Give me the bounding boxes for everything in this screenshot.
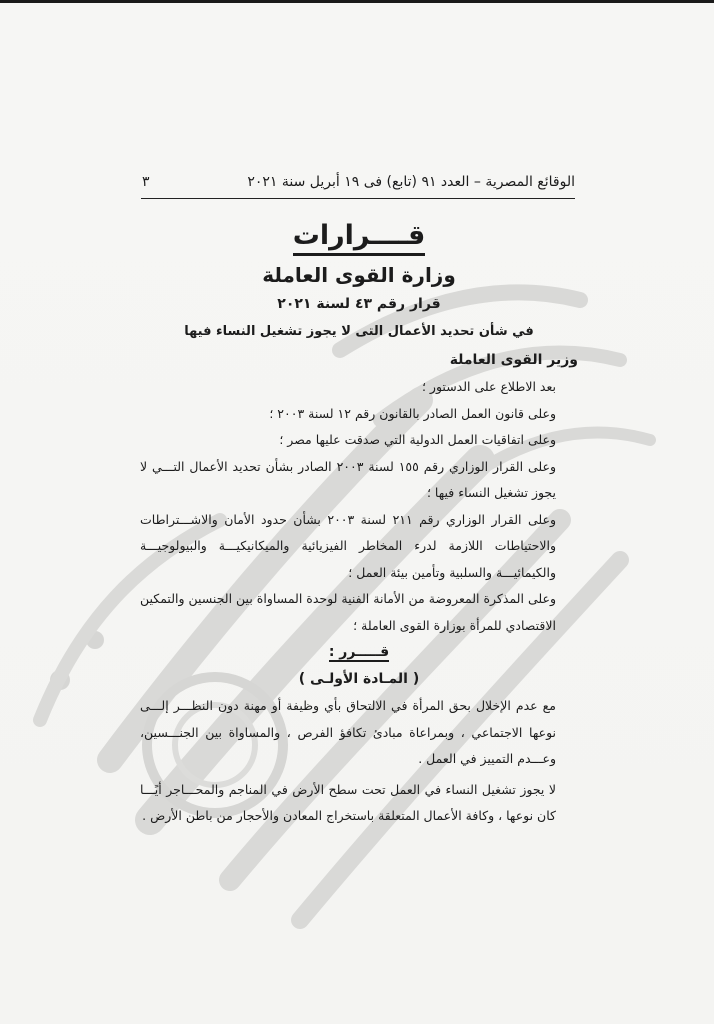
header-divider bbox=[141, 198, 575, 199]
article-paragraph: لا يجوز تشغيل النساء في العمل تحت سطح الأرض في المناجم والمحـــاجر أيًـــا كان نوعها ، وكافة الأعمال المتعلقة باستخراج المعادن والأحجار من باطن الأرض . bbox=[140, 781, 556, 823]
decree-body bbox=[140, 216, 578, 830]
section-title-text: قــــرارات bbox=[293, 220, 426, 256]
article-title: ( المـادة الأولـى ) bbox=[298, 671, 420, 687]
preamble-paragraph: بعد الاطلاع على الدستور ؛ bbox=[421, 379, 556, 394]
preamble-paragraph: وعلى المذكرة المعروضة من الأمانة الفنية لوحدة المساواة بين الجنسين والتمكين الاقتصادي للمرأة بوزارة القوى العاملة ؛ bbox=[140, 591, 556, 633]
minister-title: وزير القوى العاملة bbox=[449, 352, 578, 368]
page-number: ٣ bbox=[142, 174, 150, 190]
section-title bbox=[140, 216, 578, 256]
page-header bbox=[142, 170, 575, 194]
decided-heading bbox=[140, 639, 578, 665]
decree-subject: في شأن تحديد الأعمال التى لا يجوز تشغيل النساء فيها bbox=[184, 324, 534, 339]
article-paragraph: مع عدم الإخلال بحق المرأة في الالتحاق بأي وظيفة أو مهنة دون النظـــر إلـــى نوعها الاجتماعي ، وبمراعاة مبادئ تكافؤ الفرص ، والمساواة بين الجنـــسين، وعـــدم التمييز في العمل . bbox=[140, 698, 556, 766]
gazette-issue-line: الوقائع المصرية – العدد ٩١ (تابع) فى ١٩ أبريل سنة ٢٠٢١ bbox=[247, 174, 575, 190]
preamble-paragraph: وعلى القرار الوزاري رقم ١٥٥ لسنة ٢٠٠٣ الصادر بشأن تحديد الأعمال التـــي لا يجوز تشغيل النساء فيها ؛ bbox=[140, 458, 557, 500]
preamble-paragraph: وعلى قانون العمل الصادر بالقانون رقم ١٢ لسنة ٢٠٠٣ ؛ bbox=[269, 405, 556, 421]
preamble-paragraph: وعلى اتفاقيات العمل الدولية التي صدقت عليها مصر ؛ bbox=[279, 432, 556, 447]
decided-text: قـــــرر : bbox=[328, 644, 390, 660]
preamble-paragraph: وعلى القرار الوزاري رقم ٢١١ لسنة ٢٠٠٣ بشأن حدود الأمان والاشـــتراطات والاحتياطات اللازمة لدرء المخاطر الفيزيائية والميكانيكيـــة والبيولوجيـــة والكيمائيـــة والسلبية وتأمين بيئة العمل ؛ bbox=[140, 511, 556, 580]
ministry-name: وزارة القوى العاملة bbox=[262, 263, 456, 287]
decree-number: قرار رقم ٤٣ لسنة ٢٠٢١ bbox=[277, 296, 441, 312]
